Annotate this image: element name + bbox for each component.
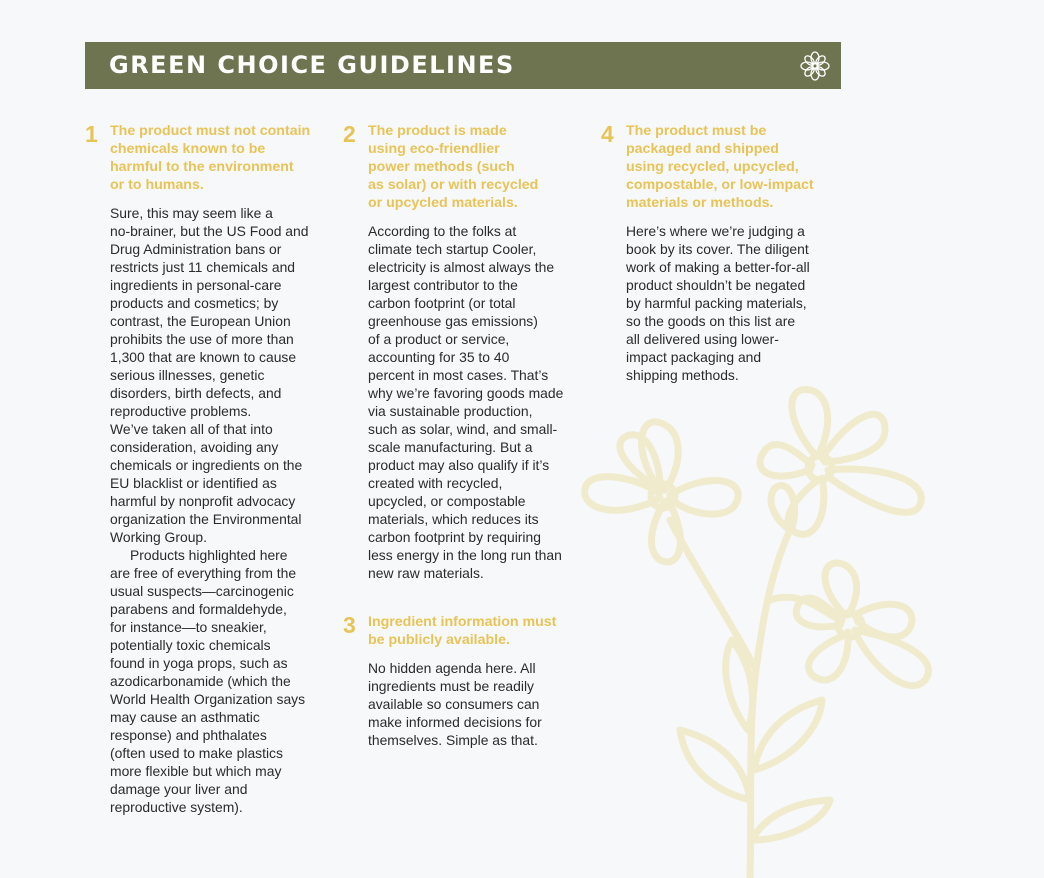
body-line: scale manufacturing. But a <box>368 439 533 455</box>
body-line: According to the folks at <box>368 223 517 239</box>
body-line: climate tech startup Cooler, <box>368 241 537 257</box>
body-line: usual suspects—carcinogenic <box>110 583 294 599</box>
body-line: via sustainable production, <box>368 403 533 419</box>
body-line: contrast, the European Union <box>110 313 291 329</box>
body-line: 1,300 that are known to cause <box>110 349 297 365</box>
body-line: more flexible but which may <box>110 763 282 779</box>
body-line: (often used to make plastics <box>110 745 283 761</box>
body-line: restricts just 11 chemicals and <box>110 259 296 275</box>
heading-line: or to humans. <box>110 177 204 193</box>
body-line: found in yoga props, such as <box>110 655 288 671</box>
body-line: products and cosmetics; by <box>110 295 279 311</box>
guideline-heading <box>626 122 814 212</box>
heading-line: power methods (such <box>368 159 515 175</box>
heading-line: or upcycled materials. <box>368 195 518 211</box>
body-line: are free of everything from the <box>110 565 297 581</box>
body-line: We’ve taken all of that into <box>110 421 273 437</box>
body-line: Here’s where we’re judging a <box>626 223 805 239</box>
body-line: book by its cover. The diligent <box>626 241 809 257</box>
guideline-body <box>626 222 810 384</box>
body-line: percent in most cases. That’s <box>368 367 549 383</box>
body-line: of a product or service, <box>368 331 510 347</box>
guideline-3 <box>343 613 593 753</box>
heading-line: harmful to the environment <box>110 159 294 175</box>
body-line: so the goods on this list are <box>626 313 796 329</box>
guideline-number: 2 <box>343 121 356 147</box>
body-line: available so consumers can <box>368 696 540 712</box>
body-line: impact packaging and <box>626 349 762 365</box>
body-line: why we’re favoring goods made <box>368 385 564 401</box>
body-line: no-brainer, but the US Food and <box>110 223 309 239</box>
body-line: serious illnesses, genetic <box>110 367 265 383</box>
guideline-4 <box>601 122 851 392</box>
heading-line: materials or methods. <box>626 195 774 211</box>
body-line: carbon footprint by requiring <box>368 529 541 545</box>
guideline-1 <box>85 122 335 822</box>
heading-line: The product must not contain <box>110 123 311 139</box>
heading-line: chemicals known to be <box>110 141 266 157</box>
body-line: reproductive problems. <box>110 403 252 419</box>
body-line: greenhouse gas emissions) <box>368 313 538 329</box>
title-bar <box>85 42 841 89</box>
body-line: for instance—to sneakier, <box>110 619 267 635</box>
body-line: chemicals or ingredients on the <box>110 457 303 473</box>
heading-line: The product must be <box>626 123 767 139</box>
body-line: product shouldn’t be negated <box>626 277 806 293</box>
body-line: less energy in the long run than <box>368 547 562 563</box>
heading-line: compostable, or low-impact <box>626 177 814 193</box>
body-line: potentially toxic chemicals <box>110 637 271 653</box>
guideline-number: 4 <box>601 121 614 147</box>
body-line: such as solar, wind, and small- <box>368 421 558 437</box>
page-title: GREEN CHOICE GUIDELINES <box>109 51 515 79</box>
body-line: work of making a better-for-all <box>626 259 810 275</box>
heading-line: be publicly available. <box>368 632 510 648</box>
guideline-body <box>110 204 308 816</box>
body-line: disorders, birth defects, and <box>110 385 282 401</box>
body-line: electricity is almost always the <box>368 259 555 275</box>
body-line: accounting for 35 to 40 <box>368 349 510 365</box>
guideline-heading <box>368 613 556 649</box>
body-line: shipping methods. <box>626 367 739 383</box>
body-line: Working Group. <box>110 529 208 545</box>
body-line: materials, which reduces its <box>368 511 539 527</box>
body-line: prohibits the use of more than <box>110 331 294 347</box>
body-line: created with recycled, <box>368 475 503 491</box>
guideline-2 <box>343 122 593 592</box>
guideline-heading <box>110 122 310 194</box>
orchid-illustration <box>560 370 980 878</box>
heading-line: Ingredient information must <box>368 614 557 630</box>
body-line: azodicarbonamide (which the <box>110 673 291 689</box>
guideline-number: 1 <box>85 121 98 147</box>
body-line: response) and phthalates <box>110 727 267 743</box>
body-line: themselves. Simple as that. <box>368 732 538 748</box>
heading-line: using eco-friendlier <box>368 141 500 157</box>
body-line: ingredients must be readily <box>368 678 535 694</box>
heading-line: as solar) or with recycled <box>368 177 539 193</box>
body-line: all delivered using lower- <box>626 331 779 347</box>
guideline-heading <box>368 122 538 212</box>
body-line: largest contributor to the <box>368 277 518 293</box>
body-line: carbon footprint (or total <box>368 295 516 311</box>
guideline-body <box>368 222 563 582</box>
body-line: ingredients in personal-care <box>110 277 282 293</box>
body-line: by harmful packing materials, <box>626 295 807 311</box>
body-line: EU blacklist or identified as <box>110 475 277 491</box>
body-line: product may also qualify if it’s <box>368 457 550 473</box>
guideline-number: 3 <box>343 612 356 638</box>
body-line: may cause an asthmatic <box>110 709 260 725</box>
body-line: Sure, this may seem like a <box>110 205 273 221</box>
guideline-body <box>368 659 542 749</box>
body-line: organization the Environmental <box>110 511 302 527</box>
heading-line: The product is made <box>368 123 507 139</box>
body-line: new raw materials. <box>368 565 484 581</box>
body-line: reproductive system). <box>110 799 243 815</box>
body-line: upcycled, or compostable <box>368 493 526 509</box>
body-line: make informed decisions for <box>368 714 542 730</box>
body-line: Drug Administration bans or <box>110 241 282 257</box>
body-line: harmful by nonprofit advocacy <box>110 493 296 509</box>
body-line: Products highlighted here <box>130 547 288 563</box>
heading-line: using recycled, upcycled, <box>626 159 799 175</box>
flower-icon <box>799 50 831 82</box>
body-line: No hidden agenda here. All <box>368 660 536 676</box>
heading-line: packaged and shipped <box>626 141 779 157</box>
body-line: damage your liver and <box>110 781 248 797</box>
body-line: consideration, avoiding any <box>110 439 279 455</box>
body-line: parabens and formaldehyde, <box>110 601 287 617</box>
body-line: World Health Organization says <box>110 691 306 707</box>
